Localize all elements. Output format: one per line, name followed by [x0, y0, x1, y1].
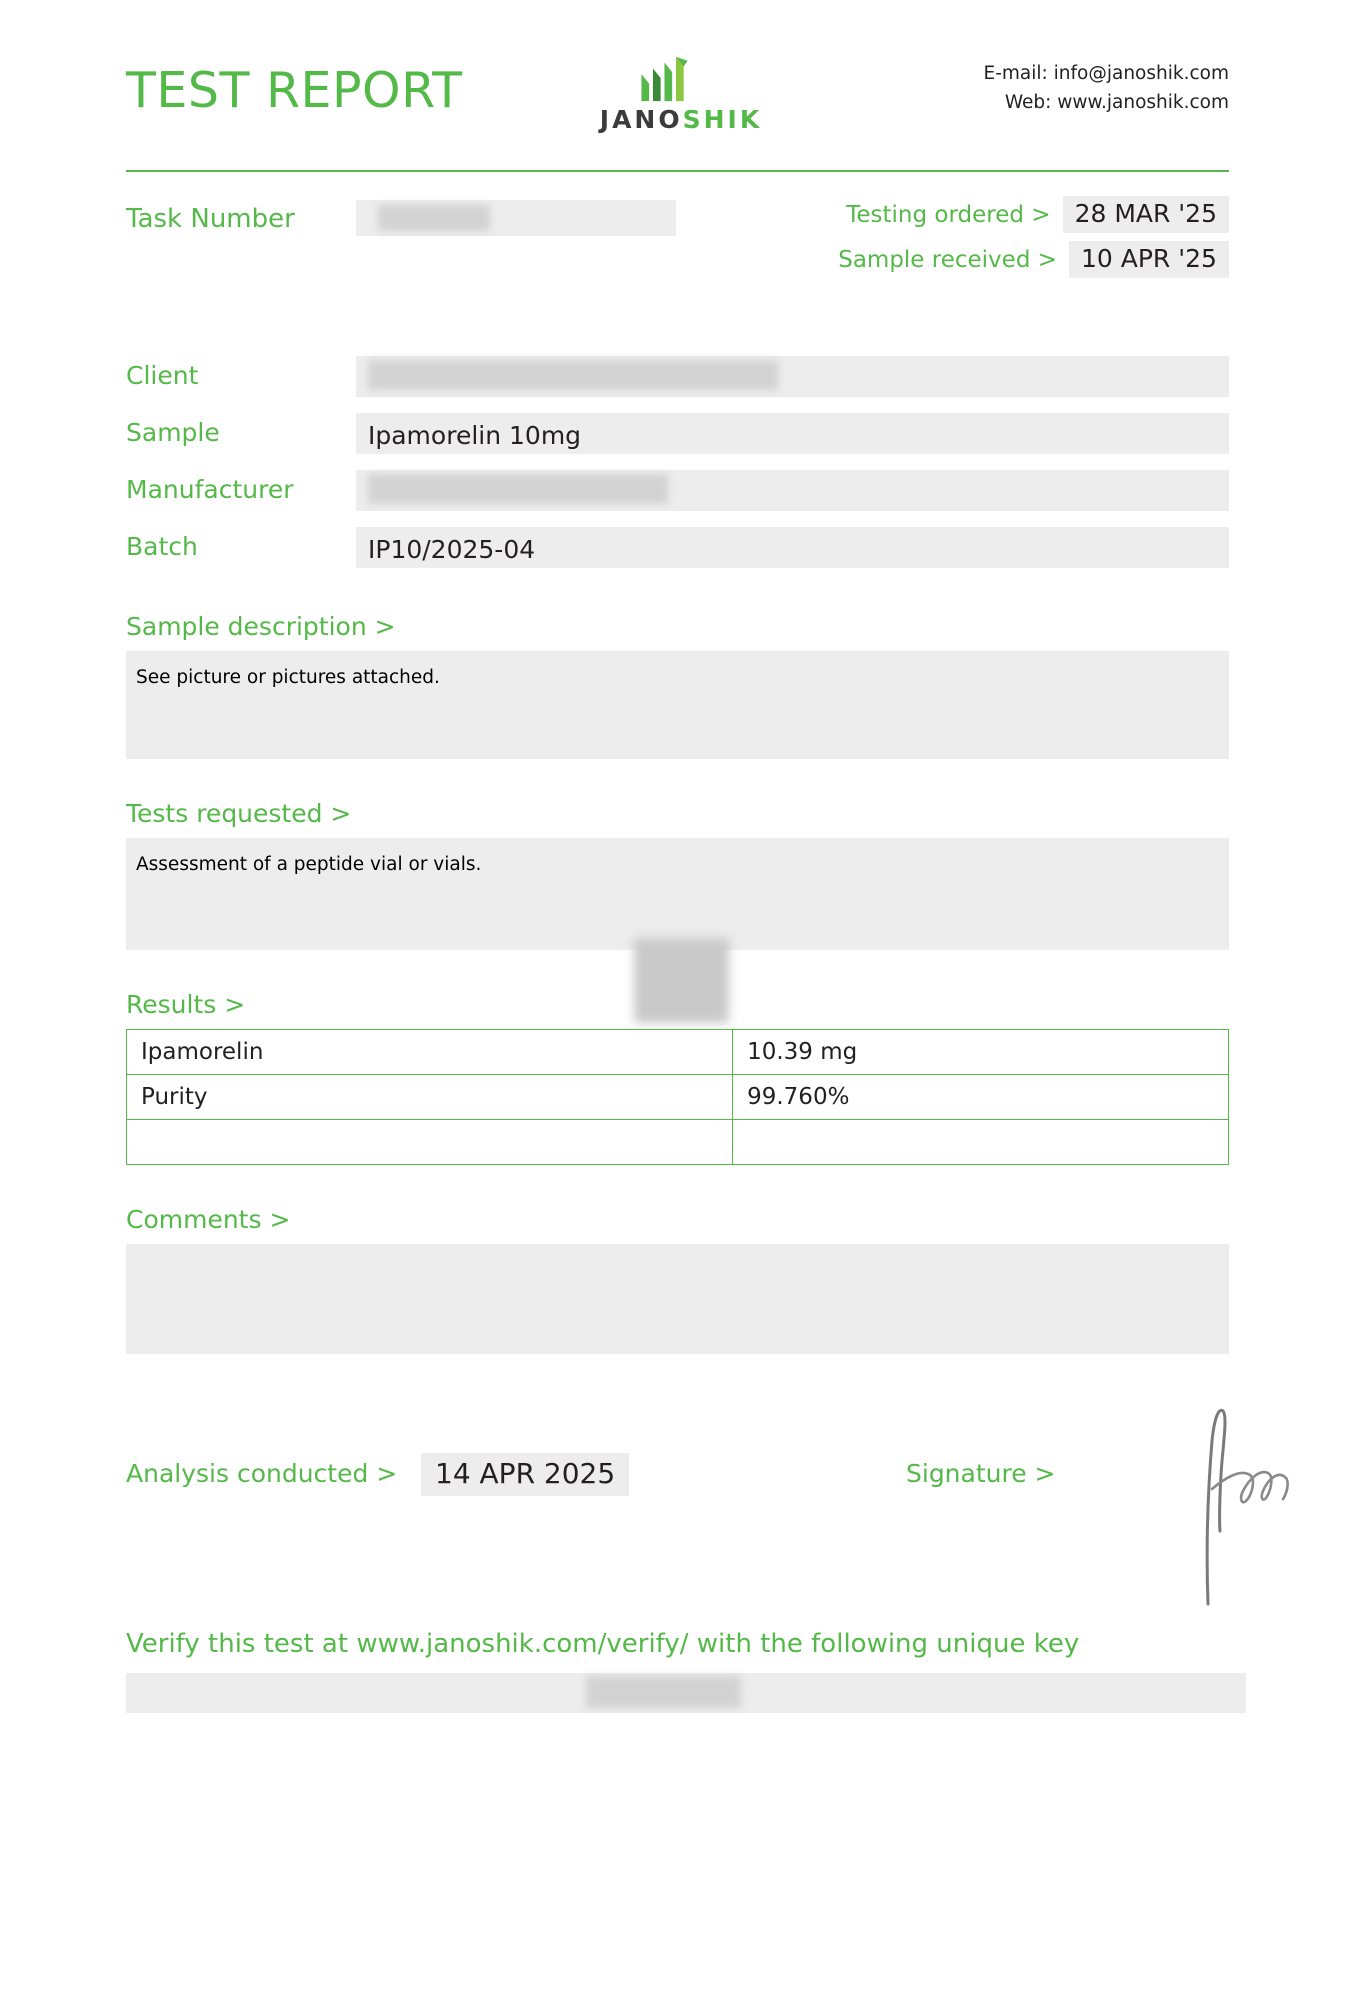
header-divider [126, 170, 1229, 172]
sample-received-row [838, 241, 1229, 278]
tests-requested-title: Tests requested > [126, 799, 352, 828]
info-label-manufacturer: Manufacturer [126, 475, 294, 504]
info-label-batch: Batch [126, 532, 198, 561]
comments-box [126, 1244, 1229, 1354]
sample-received-label: Sample received > [838, 246, 1057, 273]
info-value-client [356, 356, 1229, 397]
info-value-manufacturer [356, 470, 1229, 511]
verify-text: Verify this test at www.janoshik.com/verify/ with the following unique key [126, 1629, 1080, 1659]
redaction-smudge [634, 938, 729, 1023]
comments-title: Comments > [126, 1205, 291, 1234]
date-block [838, 196, 1229, 286]
testing-ordered-row [838, 196, 1229, 233]
tests-requested-box: Assessment of a peptide vial or vials. [126, 838, 1229, 950]
task-row [126, 196, 1229, 306]
table-row [127, 1120, 1229, 1165]
task-number-label: Task Number [126, 204, 295, 234]
analysis-conducted-label: Analysis conducted > [126, 1459, 398, 1488]
redaction-block [586, 1676, 741, 1708]
info-row-manufacturer [126, 470, 1229, 515]
signature-image [1186, 1399, 1316, 1609]
results-title: Results > [126, 990, 246, 1019]
redaction-block [368, 474, 668, 504]
sample-received-value: 10 APR '25 [1069, 241, 1229, 278]
sample-description-box: See picture or pictures attached. [126, 651, 1229, 759]
unique-key-field [126, 1673, 1246, 1713]
sample-description-title: Sample description > [126, 612, 396, 641]
table-row [127, 1030, 1229, 1075]
janoshik-logo [581, 55, 781, 134]
signature-label: Signature > [906, 1459, 1056, 1488]
result-value [733, 1120, 1229, 1165]
table-row [127, 1075, 1229, 1120]
testing-ordered-value: 28 MAR '25 [1063, 196, 1229, 233]
info-label-client: Client [126, 361, 199, 390]
logo-wordmark-green: SHIK [682, 105, 763, 134]
info-label-sample: Sample [126, 418, 220, 447]
info-value-batch: IP10/2025-04 [356, 527, 1229, 568]
testing-ordered-label: Testing ordered > [846, 201, 1051, 228]
results-section [126, 990, 1229, 1165]
logo-mountain-icon [628, 55, 734, 103]
info-row-batch [126, 527, 1229, 572]
redaction-block [378, 205, 490, 231]
analysis-conducted-date: 14 APR 2025 [421, 1453, 629, 1496]
redaction-block [368, 360, 778, 390]
result-value: 99.760% [733, 1075, 1229, 1120]
logo-wordmark-dark: JANO [599, 105, 683, 134]
results-table [126, 1029, 1229, 1165]
contact-info [984, 60, 1229, 117]
task-number-value [356, 200, 676, 236]
info-row-client [126, 356, 1229, 401]
info-row-sample [126, 413, 1229, 458]
logo-wordmark [581, 105, 781, 134]
result-name: Ipamorelin [127, 1030, 733, 1075]
result-name [127, 1120, 733, 1165]
result-name: Purity [127, 1075, 733, 1120]
analysis-row [126, 1449, 1229, 1599]
result-value: 10.39 mg [733, 1030, 1229, 1075]
contact-email: E-mail: info@janoshik.com [983, 63, 1229, 84]
contact-web: Web: www.janoshik.com [1004, 91, 1229, 113]
info-value-sample: Ipamorelin 10mg [356, 413, 1229, 454]
page-title: TEST REPORT [126, 61, 463, 119]
report-header [126, 0, 1229, 160]
sample-info-table [126, 356, 1229, 572]
